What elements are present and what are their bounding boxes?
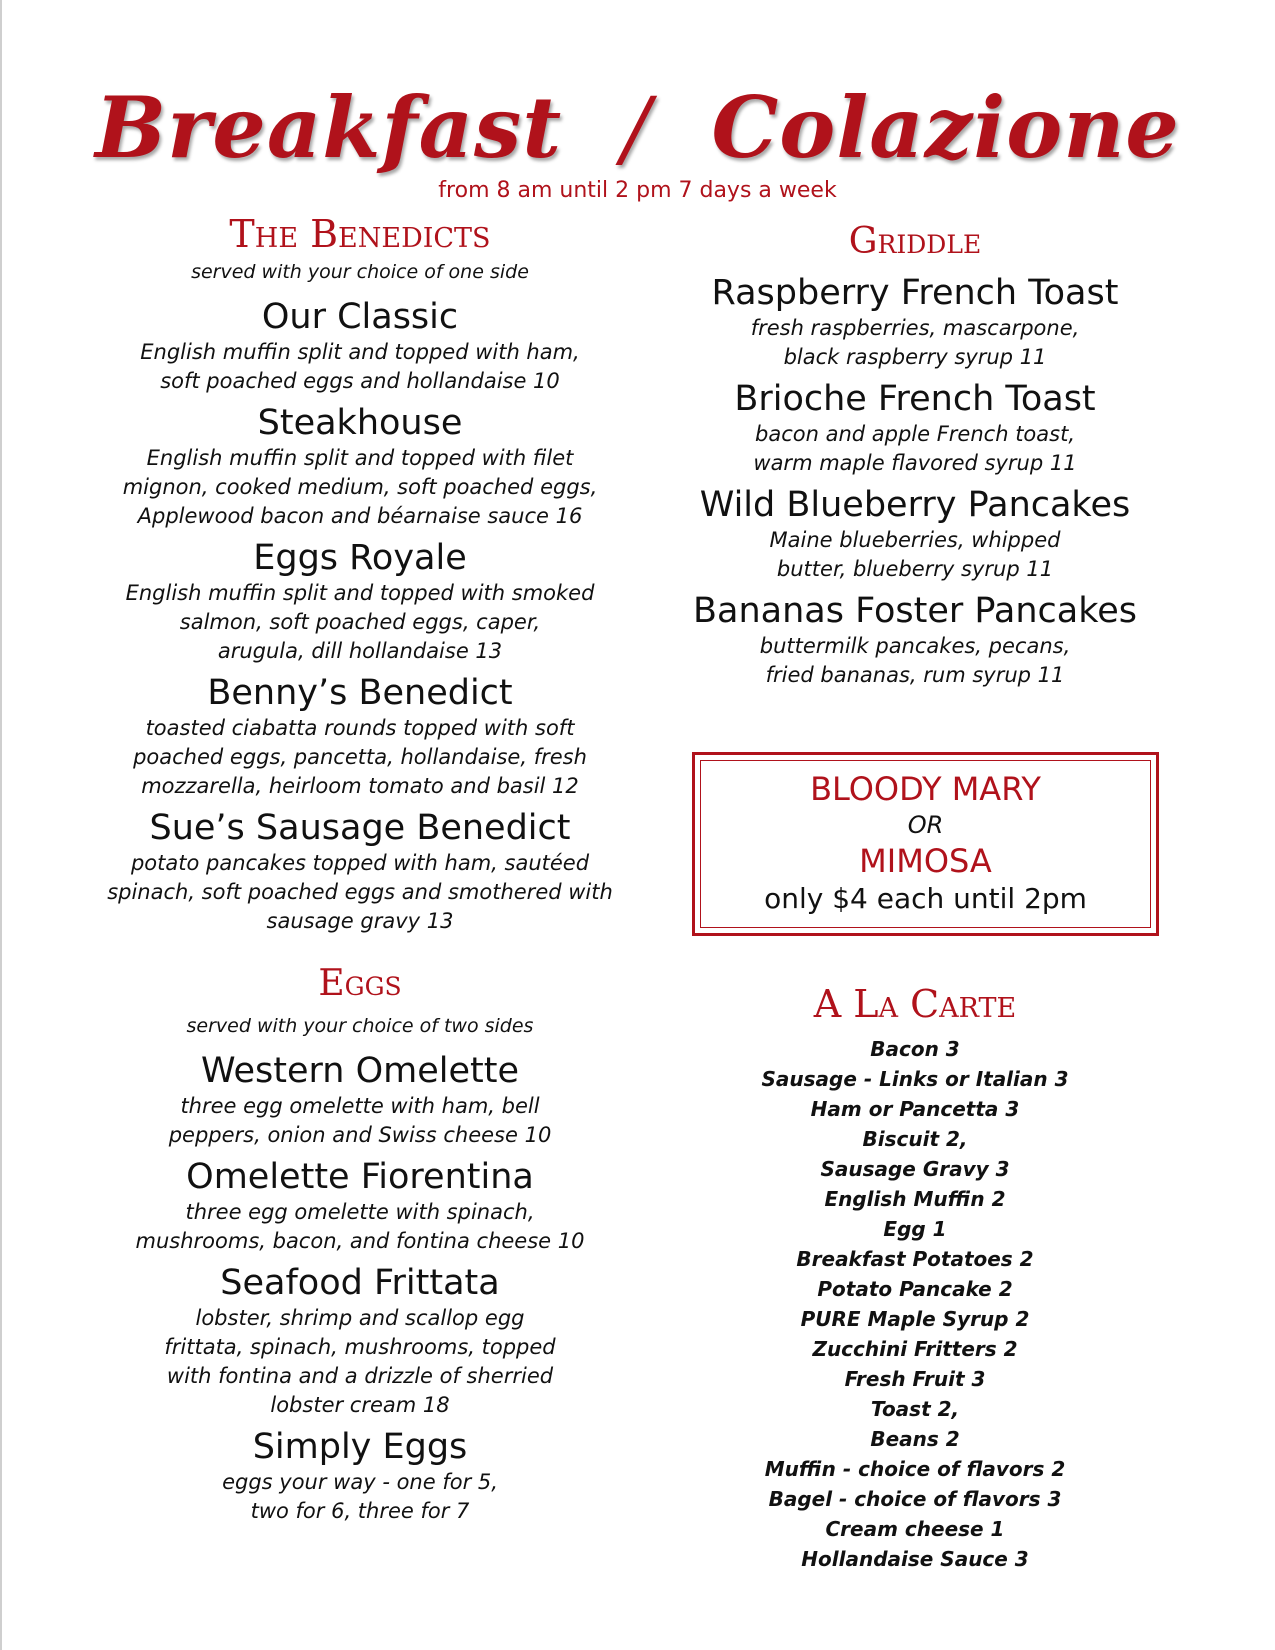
menu-item-name: Steakhouse: [257, 403, 463, 443]
list-item: Fresh Fruit 3: [844, 1367, 986, 1391]
list-item: Beans 2: [870, 1427, 960, 1451]
section-heading-griddle: Griddle: [848, 221, 982, 262]
right-column: [665, 218, 1165, 690]
menu-item-description: bacon and apple French toast, warm maple flavored syrup 11: [753, 422, 1077, 475]
menu-item-name: Bananas Foster Pancakes: [692, 591, 1138, 631]
menu-item-name: Simply Eggs: [252, 1427, 468, 1467]
menu-item-name: Benny’s Benedict: [207, 673, 513, 713]
section-heading-benedicts: The Benedicts: [229, 212, 491, 256]
menu-item-description: English muffin split and topped with smoked salmon, soft poached eggs, caper, arugula, dill hollandaise 13: [125, 581, 595, 663]
drink-special-box: [692, 752, 1159, 936]
menu-item-name: Brioche French Toast: [734, 379, 1096, 419]
menu-item-name: Eggs Royale: [253, 538, 467, 578]
promo-price: only $4 each until 2pm: [764, 882, 1087, 915]
list-item: Muffin - choice of flavors 2: [764, 1457, 1066, 1481]
a-la-carte-section: [665, 980, 1165, 1574]
title-colazione: Colazione: [711, 78, 1180, 177]
drink-special-inner-border: [700, 760, 1151, 928]
list-item: Biscuit 2,: [862, 1127, 968, 1151]
menu-item-description: three egg omelette with ham, bell peppers, onion and Swiss cheese 10: [168, 1094, 552, 1147]
promo-mimosa: MIMOSA: [859, 842, 992, 880]
title-separator: /: [622, 79, 652, 177]
menu-item-description: eggs your way - one for 5, two for 6, three for 7: [222, 1470, 498, 1523]
list-item: Sausage Gravy 3: [820, 1157, 1010, 1181]
section-heading-eggs: Eggs: [318, 963, 402, 1004]
list-item: English Muffin 2: [824, 1187, 1006, 1211]
menu-title: [0, 78, 1275, 177]
title-breakfast: Breakfast: [95, 78, 563, 177]
a-la-carte-list: [665, 1034, 1165, 1574]
list-item: Ham or Pancetta 3: [810, 1097, 1020, 1121]
benedicts-note: served with your choice of one side: [191, 261, 529, 283]
promo-bloody-mary: BLOODY MARY: [810, 770, 1041, 808]
list-item: Breakfast Potatoes 2: [796, 1247, 1034, 1271]
menu-item-name: Raspberry French Toast: [711, 273, 1119, 313]
list-item: PURE Maple Syrup 2: [800, 1307, 1030, 1331]
menu-item-description: toasted ciabatta rounds topped with soft poached eggs, pancetta, hollandaise, fresh mozzarella, heirloom tomato and basil 12: [133, 716, 587, 798]
menu-item-description: buttermilk pancakes, pecans, fried bananas, rum syrup 11: [759, 634, 1071, 687]
menu-item-description: Maine blueberries, whipped butter, blueberry syrup 11: [769, 528, 1061, 581]
list-item: Sausage - Links or Italian 3: [761, 1067, 1069, 1091]
list-item: Cream cheese 1: [825, 1517, 1005, 1541]
list-item: Bagel - choice of flavors 3: [768, 1487, 1062, 1511]
menu-item-name: Our Classic: [261, 297, 459, 337]
list-item: Hollandaise Sauce 3: [801, 1547, 1029, 1571]
list-item: Bacon 3: [870, 1037, 960, 1061]
menu-item-description: potato pancakes topped with ham, sautéed spinach, soft poached eggs and smothered with sausage gravy 13: [107, 851, 613, 933]
menu-item-description: English muffin split and topped with ham, soft poached eggs and hollandaise 10: [140, 340, 580, 393]
menu-item-name: Seafood Frittata: [220, 1263, 500, 1303]
left-column: [100, 210, 620, 1526]
menu-item-description: English muffin split and topped with filet mignon, cooked medium, soft poached eggs, Applewood bacon and béarnaise sauce 16: [122, 446, 598, 528]
menu-item-name: Omelette Fiorentina: [186, 1157, 534, 1197]
page-edge-rule: [0, 0, 2, 1650]
menu-item-description: lobster, shrimp and scallop egg frittata, spinach, mushrooms, topped with fontina and a drizzle of sherried lobster cream 18: [164, 1306, 556, 1417]
list-item: Zucchini Fritters 2: [812, 1337, 1018, 1361]
section-heading-a-la-carte: A La Carte: [813, 982, 1017, 1026]
promo-or: OR: [907, 811, 944, 839]
eggs-note: served with your choice of two sides: [186, 1015, 534, 1037]
menu-item-description: fresh raspberries, mascarpone, black raspberry syrup 11: [750, 316, 1080, 369]
menu-item-name: Wild Blueberry Pancakes: [699, 485, 1131, 525]
list-item: Toast 2,: [870, 1397, 960, 1421]
menu-item-description: three egg omelette with spinach, mushrooms, bacon, and fontina cheese 10: [135, 1200, 585, 1253]
menu-item-name: Western Omelette: [200, 1051, 520, 1091]
list-item: Potato Pancake 2: [817, 1277, 1013, 1301]
menu-item-name: Sue’s Sausage Benedict: [149, 808, 571, 848]
list-item: Egg 1: [883, 1217, 947, 1241]
service-hours: from 8 am until 2 pm 7 days a week: [438, 178, 837, 203]
